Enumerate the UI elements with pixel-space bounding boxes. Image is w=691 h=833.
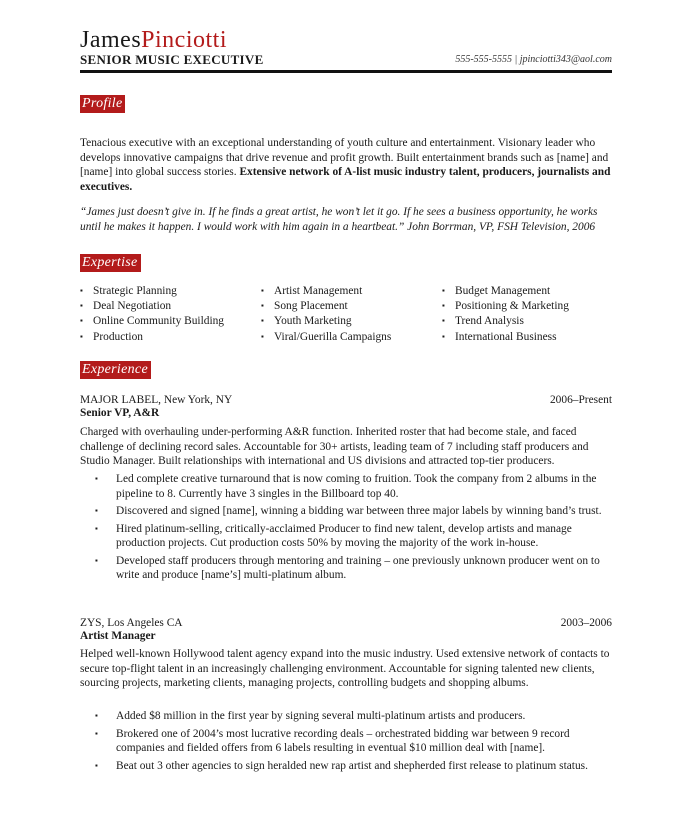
section-heading-expertise: Expertise <box>80 254 141 272</box>
section-heading-profile: Profile <box>80 95 125 113</box>
expertise-item: ▪ Trend Analysis <box>442 314 569 329</box>
header-divider <box>80 70 612 73</box>
job-header <box>80 616 612 630</box>
section-heading-experience: Experience <box>80 361 151 379</box>
expertise-item: ▪ Production <box>80 330 224 345</box>
list-item: ▪ Developed staff producers through mentoring and training – one previously unknown producer went on to write and produce [name’s] multi-platinum album. <box>95 554 612 583</box>
profile-summary-highlight: Extensive network of A-list music industry talent, producers, journalists and executives. <box>80 166 611 193</box>
expertise-column-3 <box>442 284 569 345</box>
list-item: ▪ Hired platinum-selling, critically-acclaimed Producer to find new talent, develop artists and manage production projects. Cut production costs 50% by moving the majority of the work in-house. <box>95 522 612 551</box>
job-header <box>80 393 612 407</box>
candidate-name <box>80 26 227 54</box>
expertise-item: ▪ Online Community Building <box>80 314 224 329</box>
expertise-column-2 <box>261 284 391 345</box>
expertise-item: ▪ Budget Management <box>442 284 569 299</box>
profile-summary-text: Tenacious executive with an exceptional understanding of youth culture and entertainment. Visionary leader who develops innovative campaigns that drive revenue and profit growth. Built entertainment brands such as [name] and [name] into global success stories. <box>80 137 609 178</box>
job-dates: 2006–Present <box>549 394 612 406</box>
job-dates: 2003–2006 <box>560 617 612 629</box>
expertise-item: ▪ Youth Marketing <box>261 314 391 329</box>
job-title: SENIOR MUSIC EXECUTIVE <box>80 52 264 67</box>
list-item: ▪ Brokered one of 2004’s most lucrative recording deals – orchestrated bidding war between 9 record companies and fielded offers from 6 labels resulting in eventual $10 million deal with [name]. <box>95 727 612 756</box>
job-achievements <box>95 472 612 586</box>
expertise-column-1 <box>80 284 224 345</box>
job-description: Helped well-known Hollywood talent agency expand into the music industry. Used extensive network of contacts to secure top-flight talent in an increasingly challenging environment. Accountable for signing talented new clients, sourcing projects, marketing clients, managing projects, controlling budgets and shopping albums. <box>80 648 610 689</box>
contact-info: 555-555-5555 | jpinciotti343@aol.com <box>455 54 612 65</box>
profile-summary <box>80 136 612 194</box>
expertise-item: ▪ Viral/Guerilla Campaigns <box>261 330 391 345</box>
expertise-item: ▪ Strategic Planning <box>80 284 224 299</box>
last-name: Pinciotti <box>141 27 227 53</box>
testimonial-quote: “James just doesn’t give in. If he finds a great artist, he won’t let it go. If he sees a business opportunity, he works until he makes it happen. I would work with him again in a heartbeat.” John Borrman, VP, FSH Television, 2006 <box>80 206 598 233</box>
list-item: ▪ Beat out 3 other agencies to sign heralded new rap artist and shepherded first release to platinum status. <box>95 759 612 774</box>
list-item: ▪ Led complete creative turnaround that is now coming to fruition. Took the company from 2 albums in the pipeline to 8. Currently have 3 singles in the Billboard top 40. <box>95 472 612 501</box>
list-item: ▪ Added $8 million in the first year by signing several multi-platinum artists and producers. <box>95 709 612 724</box>
company-name: ZYS, Los Angeles CA <box>80 617 183 629</box>
expertise-item: ▪ Artist Management <box>261 284 391 299</box>
job-role: Senior VP, A&R <box>80 407 160 419</box>
expertise-item: ▪ Deal Negotiation <box>80 299 224 314</box>
expertise-item: ▪ Positioning & Marketing <box>442 299 569 314</box>
job-achievements <box>95 709 612 776</box>
job-description: Charged with overhauling under-performing A&R function. Inherited roster that had become stale, and faced challenge of declining record sales. Accountable for 30+ artists, leading team of 7 including staff producers and Studio Manager. Built relationships with international and US divisions and attracted top-tier producers. <box>80 426 589 467</box>
expertise-item: ▪ International Business <box>442 330 569 345</box>
job-role: Artist Manager <box>80 630 156 642</box>
expertise-item: ▪ Song Placement <box>261 299 391 314</box>
first-name: James <box>80 27 142 53</box>
company-name: MAJOR LABEL, New York, NY <box>80 394 233 406</box>
list-item: ▪ Discovered and signed [name], winning a bidding war between three major labels by winning band’s trust. <box>95 504 612 519</box>
